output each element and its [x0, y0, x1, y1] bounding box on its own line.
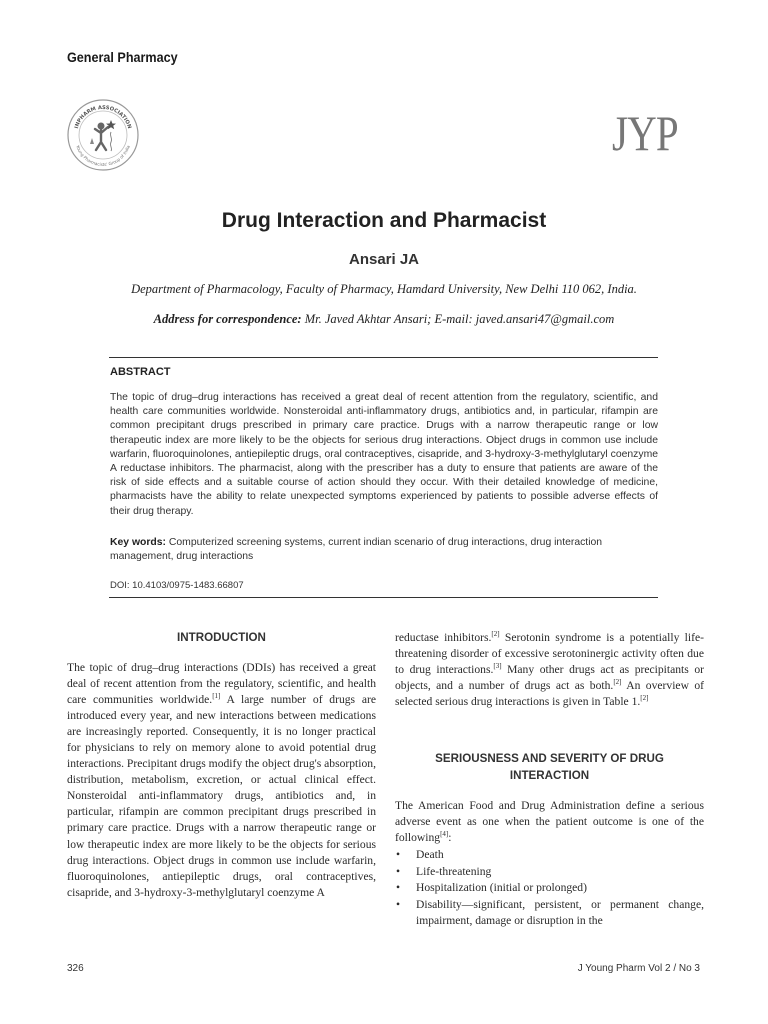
association-logo — [66, 98, 140, 172]
keywords — [110, 536, 658, 564]
list-item: • Death — [395, 847, 704, 864]
abstract-heading: ABSTRACT — [110, 366, 171, 378]
list-item: • Life-threatening — [395, 864, 704, 881]
abstract-body: The topic of drug–drug interactions has received a great deal of recent attention from the regulatory, scientific, and health care communities worldwide. Nonsteroidal anti-inflammatory drugs, antibiotics and, in particular, rifampin are common precipitant drugs prescribed in primary care practice. Drugs with a narrow therapeutic range or low therapeutic index are more likely to be the objects for serious drug interactions. Object drugs in common use include warfarin, fluoroquinolones, antiepileptic drugs, oral contraceptives, cisapride, and 3-hydroxy-3-methylglutaryl coenzyme A reductase inhibitors. The pharmacist, along with the prescriber has a duty to ensure that patients are aware of the risk of side effects and a suitable course of action should they occur. With their detailed knowledge of medicine, pharmacists have the ability to relate unexpected symptoms experienced by patients to possible adverse effects of their drug therapy. — [110, 392, 658, 517]
fda-text-a: The American Food and Drug Administration define a serious adverse event as one when the patient outcome is one of the following — [395, 799, 704, 845]
right-column-paragraph — [395, 630, 704, 710]
right-text-d: An overview of selected serious drug interactions is given in Table 1. — [395, 679, 704, 709]
fda-paragraph — [395, 798, 704, 846]
list-item: • Hospitalization (initial or prolonged) — [395, 880, 704, 897]
journal-reference: J Young Pharm Vol 2 / No 3 — [577, 963, 700, 974]
right-text-b: Serotonin syndrome is a potentially life-threatening disorder of excessive serotoninergic activity often due to drug interactions. — [395, 631, 704, 677]
correspondence-text: Mr. Javed Akhtar Ansari; E-mail: javed.ansari47@gmail.com — [301, 312, 615, 326]
section-label: General Pharmacy — [67, 49, 178, 65]
logo-subtext: Young Pharmacists' Group of India — [75, 144, 131, 168]
fda-text-b: : — [448, 831, 452, 845]
correspondence-address — [0, 312, 768, 327]
abstract-top-rule — [109, 357, 658, 358]
citation-3: [3] — [493, 662, 502, 671]
citation-1: [1] — [212, 692, 221, 701]
right-text-c: Many other drugs act as precipitants or objects, and a number of drugs act as both. — [395, 663, 704, 693]
introduction-paragraph — [67, 660, 376, 901]
citation-2: [2] — [491, 630, 500, 639]
doi: DOI: 10.4103/0975-1483.66807 — [110, 580, 244, 591]
outcome-list — [395, 847, 704, 930]
introduction-heading: INTRODUCTION — [177, 631, 266, 644]
list-item: • Disability—significant, persistent, or permanent change, impairment, damage or disruption in the — [395, 897, 704, 930]
article-title: Drug Interaction and Pharmacist — [221, 209, 547, 232]
page-number: 326 — [67, 963, 84, 974]
author-affiliation: Department of Pharmacology, Faculty of Pharmacy, Hamdard University, New Delhi 110 062, India. — [131, 282, 637, 296]
right-text-a: reductase inhibitors. — [395, 631, 492, 644]
logo-text: INPHARM ASSOCIATION — [73, 104, 133, 130]
article-author: Ansari JA — [348, 251, 420, 268]
keywords-text: Computerized screening systems, current indian scenario of drug interactions, drug interaction management, drug interactions — [110, 537, 603, 563]
keywords-label: Key words: — [110, 537, 167, 548]
seriousness-heading: SERIOUSNESS AND SEVERITY OF DRUG INTERACTION — [435, 752, 664, 782]
citation-2c: [2] — [640, 694, 649, 703]
citation-2b: [2] — [613, 678, 622, 687]
citation-4: [4] — [440, 830, 449, 839]
journal-mark: JYP — [612, 105, 678, 161]
intro-text-b: A large number of drugs are introduced every year, and new interactions between medications are increasingly reported. Consequently, it is no longer practical for physicians to rely on memory alone to avoid potential drug interactions. Precipitant drugs modify the object drug's absorption, distribution, metabolism, excretion, or actual clinical effect. Nonsteroidal anti-inflammatory drugs, antibiotics and, in particular, rifampin are common precipitant drugs prescribed in primary care practice. Drugs with a narrow therapeutic range or low therapeutic index are more likely to be the objects for serious drug interactions. Object drugs in common use include warfarin, fluoroquinolones, antiepileptic drugs, oral contraceptives, cisapride, and 3-hydroxy-3-methylglutaryl coenzyme A — [67, 693, 376, 899]
abstract-bottom-rule — [109, 597, 658, 598]
intro-text-a: The topic of drug–drug interactions (DDIs) has received a great deal of recent attention from the regulatory, scientific, and health care communities worldwide. — [67, 661, 376, 707]
correspondence-label: Address for correspondence: — [153, 312, 302, 326]
